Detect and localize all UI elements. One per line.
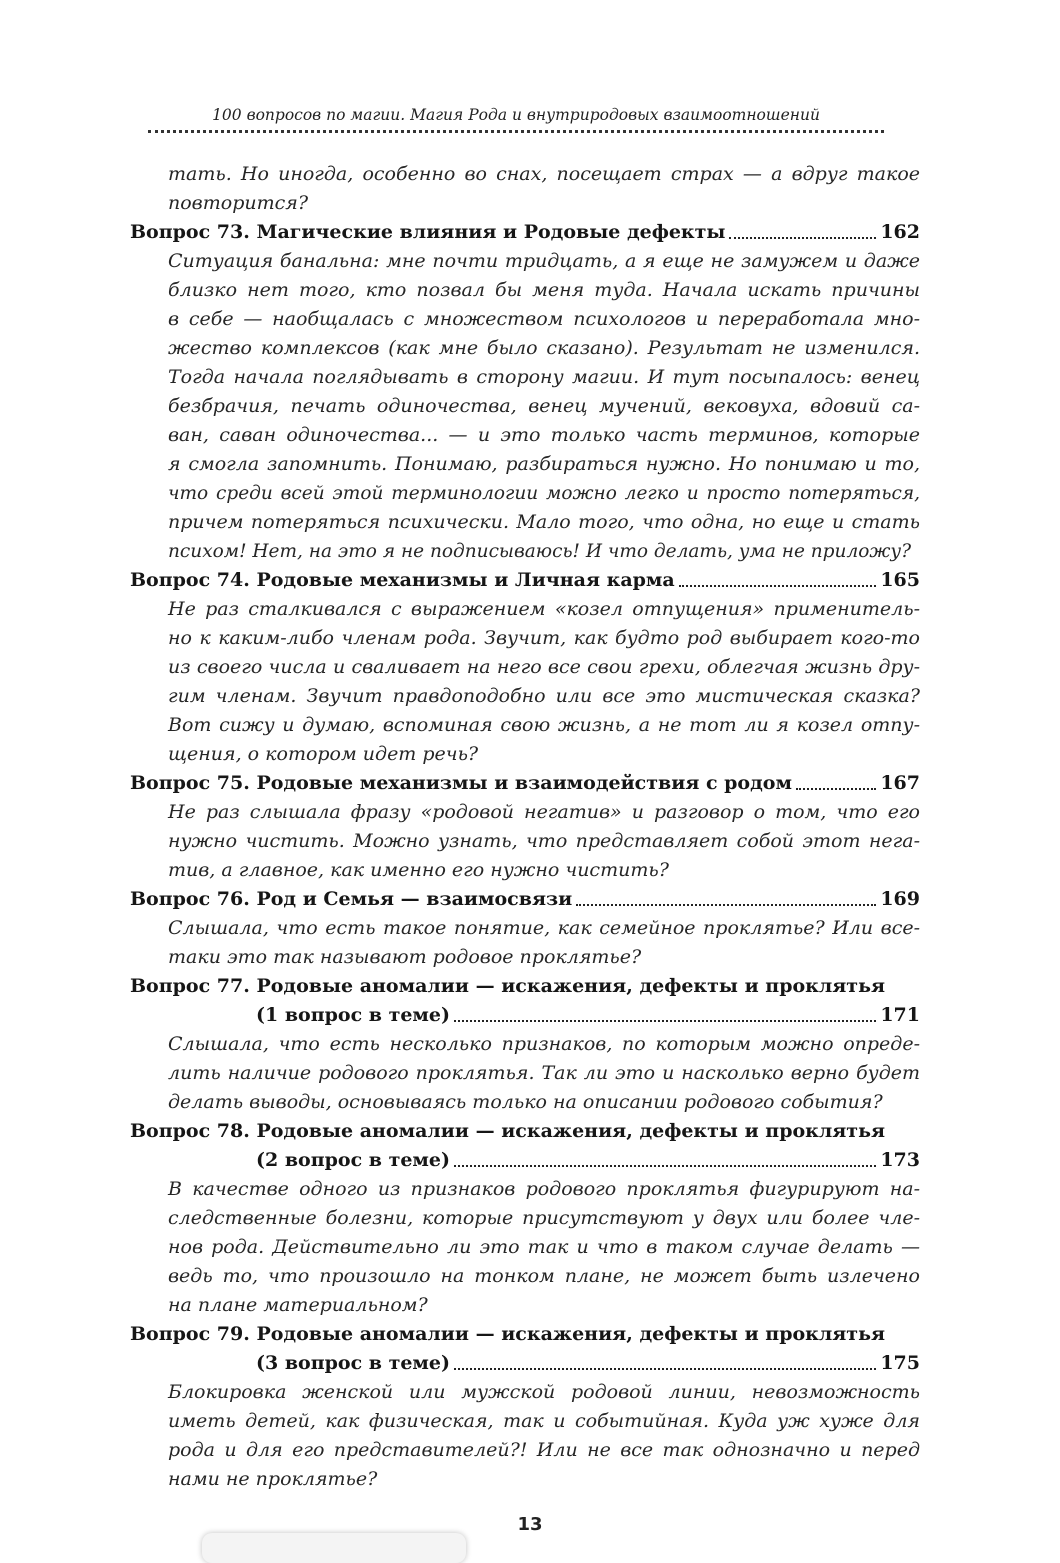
description-line: нужно чистить. Можно узнать, что представляет собой этот нега- [168,830,920,852]
description-line: гим членам. Звучит правдоподобно или все это мистическая сказка? [168,685,920,707]
carryover-description [130,160,920,218]
entry-page-number: 162 [880,221,920,243]
description-line: Тогда начала поглядывать в сторону магии. И тут посыпалось: венец [168,366,920,388]
entry-page-number: 169 [880,888,920,910]
description-line: делать выводы, основываясь только на описании родового события? [168,1091,883,1113]
description-line: я смогла запомнить. Понимаю, разбираться нужно. Но понимаю и то, [168,453,920,475]
description-line: безбрачия, печать одиночества, венец мучений, вековуха, вдовий са- [168,395,920,417]
toc-entry[interactable] [130,1320,920,1494]
entry-description [130,1175,920,1320]
dot-leader [679,585,877,587]
entry-title: Вопрос 76. Род и Семья — взаимосвязи [130,888,573,910]
entry-description [130,247,920,566]
entry-heading-continuation [130,1349,920,1378]
description-line: повторится? [168,192,309,214]
entry-title-continuation: (3 вопрос в теме) [256,1352,451,1374]
entry-heading [130,218,920,247]
header-dotted-rule [148,130,884,133]
description-line: Ситуация банальна: мне почти тридцать, а я еще не замужем и даже [168,250,920,272]
description-line: тать. Но иногда, особенно во снах, посещает страх — а вдруг такое [168,163,920,185]
description-line: Блокировка женской или мужской родовой линии, невозможность [168,1381,920,1403]
description-line: но к каким-либо членам рода. Звучит, как будто род выбирает кого-то [168,627,920,649]
entry-title: Вопрос 78. Родовые аномалии — искажения, дефекты и проклятья [130,1120,886,1142]
dot-leader [454,1368,876,1370]
toc-entry[interactable] [130,566,920,769]
entry-page-number: 175 [880,1352,920,1374]
entry-heading [130,885,920,914]
description-line: следственные болезни, которые присутствуют у двух или более чле- [168,1207,920,1229]
entry-page-number: 171 [880,1004,920,1026]
description-line: Вот сижу и думаю, вспоминая свою жизнь, а не тот ли я козел отпу- [168,714,920,736]
description-line: нов рода. Действительно ли это так и что в таком случае делать — [168,1236,920,1258]
entry-heading [130,566,920,595]
entry-description [130,595,920,769]
entry-title: Вопрос 73. Магические влияния и Родовые дефекты [130,221,726,243]
description-line: близко нет того, кто позвал бы меня туда. Начала искать причины [168,279,920,301]
description-line: рода и для его представителей?! Или не все так однозначно и перед [168,1439,920,1461]
table-of-contents [130,160,920,1494]
toc-entry[interactable] [130,885,920,972]
entry-description [130,1030,920,1117]
entry-heading-continuation [130,1001,920,1030]
entry-title-continuation: (1 вопрос в теме) [256,1004,451,1026]
entry-heading-continuation [130,1146,920,1175]
toc-entry[interactable] [130,218,920,566]
description-line: тив, а главное, как именно его нужно чистить? [168,859,669,881]
entry-title: Вопрос 75. Родовые механизмы и взаимодействия с родом [130,772,792,794]
description-line: В качестве одного из признаков родового проклятья фигурируют на- [168,1178,920,1200]
dot-leader [454,1165,876,1167]
description-line: щения, о котором идет речь? [168,743,479,765]
description-line: таки это так называют родовое проклятье? [168,946,642,968]
description-line: Не раз сталкивался с выражением «козел отпущения» применитель- [168,598,920,620]
toc-entry[interactable] [130,972,920,1117]
entry-page-number: 173 [880,1149,920,1171]
entry-page-number: 165 [880,569,920,591]
description-line: в себе — наобщалась с множеством психологов и переработала мно- [168,308,920,330]
dot-leader [576,904,876,906]
entry-title: Вопрос 77. Родовые аномалии — искажения, дефекты и проклятья [130,975,886,997]
description-line: психом! Нет, на это я не подписываюсь! И что делать, ума не приложу? [168,541,912,562]
description-line: лить наличие родового проклятья. Так ли это и насколько верно будет [168,1062,920,1084]
entry-description [130,914,920,972]
description-line: что среди всей этой терминологии можно легко и просто потеряться, [168,483,920,504]
toc-entry[interactable] [130,769,920,885]
description-line: из своего числа и сваливает на него все свои грехи, облегчая жизнь дру- [168,656,920,678]
running-header: 100 вопросов по магии. Магия Рода и внутриродовых взаимоотношений [212,106,820,124]
toc-entry[interactable] [130,1117,920,1320]
description-line: иметь детей, как физическая, так и событийная. Куда уж хуже для [168,1410,920,1432]
entry-title: Вопрос 74. Родовые механизмы и Личная карма [130,569,675,591]
description-line: жество комплексов (как мне было сказано). Результат не изменился. [168,337,920,359]
description-line: нами не проклятье? [168,1468,378,1490]
description-line: Слышала, что есть такое понятие, как семейное проклятье? Или все- [168,917,920,939]
dot-leader [729,237,876,239]
toc-entries [130,218,920,1494]
description-line: на плане материальном? [168,1294,428,1316]
description-line: ведь то, что произошло на тонком плане, не может быть излечено [168,1265,920,1287]
page-number: 13 [517,1514,543,1535]
entry-description [130,1378,920,1494]
description-line: Слышала, что есть несколько признаков, по которым можно опреде- [168,1033,920,1055]
dot-leader [796,788,876,790]
entry-description [130,798,920,885]
overlay-tab [202,1533,466,1563]
description-line: ван, саван одиночества... — и это только часть терминов, которые [168,424,920,446]
entry-page-number: 167 [880,772,920,794]
description-line: причем потеряться психически. Мало того, что одна, но еще и стать [168,511,920,533]
dot-leader [454,1020,876,1022]
entry-heading [130,769,920,798]
entry-title: Вопрос 79. Родовые аномалии — искажения, дефекты и проклятья [130,1323,886,1345]
entry-title-continuation: (2 вопрос в теме) [256,1149,451,1171]
description-line: Не раз слышала фразу «родовой негатив» и разговор о том, что его [168,801,920,823]
